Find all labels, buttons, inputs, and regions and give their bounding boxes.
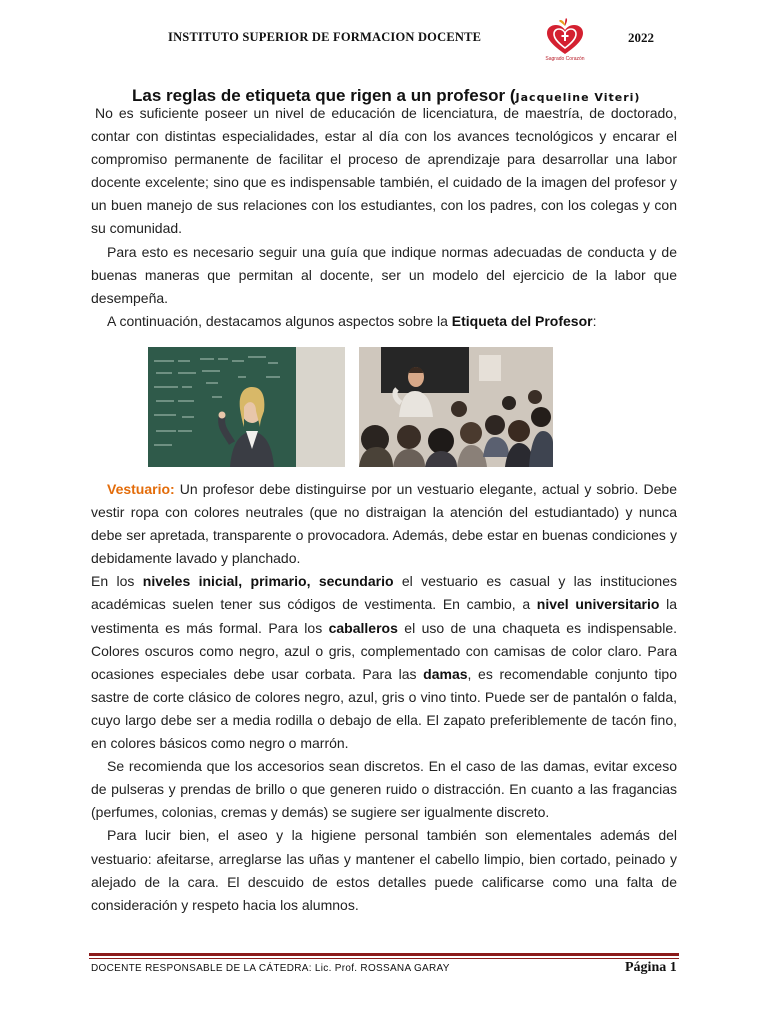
accesorios-paragraph: Se recomienda que los accesorios sean discretos. En el caso de las damas, evitar exceso de pulseras y prendas de brillo o que generen ruido o distracción. En cuanto a las fragancias (perfumes, colonias, cremas y demás) se sugiere ser igualmente discreto. xyxy=(91,758,677,821)
intro-paragraph-1: No es suficiente poseer un nivel de educación de licenciatura, de maestría, de doctorado, contar con distintas especialidades, estar al día con los avances tecnológicos y encarar el compromiso permanente de facilitar el proceso de aprendizaje para desarrollar una labor docente excelente; sino que es indispensable también, el cuidado de la imagen del profesor y un buen manejo de sus relaciones con los estudiantes, con los padres, con los colegas y con su comunidad. xyxy=(91,105,677,237)
niveles-paragraph xyxy=(91,570,677,755)
niveles-text-1: En los xyxy=(91,573,143,590)
intro-p3-text: A continuación, destacamos algunos aspectos sobre la xyxy=(107,312,452,329)
title-author: Jacqueline Viteri) xyxy=(515,91,641,104)
niveles-bold-2: nivel universitario xyxy=(536,596,660,613)
niveles-bold-3: caballeros xyxy=(328,619,398,636)
etiqueta-profesor-bold: Etiqueta del Profesor xyxy=(451,312,593,329)
intro-paragraph-3 xyxy=(91,310,677,333)
niveles-bold-1: niveles inicial, primario, secundario xyxy=(142,573,394,590)
niveles-bold-4: damas xyxy=(423,665,468,682)
niveles-text-2: el vestuario es casual y las instituciones académicas suelen tener sus códigos de vestimenta. En cambio, a xyxy=(91,573,677,613)
intro-p3-colon: : xyxy=(592,312,597,329)
footer-rule-thick xyxy=(89,953,679,956)
footer-docente: DOCENTE RESPONSABLE DE LA CÁTEDRA: Lic. Prof. ROSSANA GARAY xyxy=(91,963,450,974)
higiene-paragraph: Para lucir bien, el aseo y la higiene personal también son elementales además del vestuario: afeitarse, arreglarse las uñas y mantener el cabello limpio, bien cortado, peinado y alejado de la cara. El descuido de estos detalles puede calificarse como una falta de consideración y respeto hacia los alumnos. xyxy=(91,827,677,913)
heart-logo-icon xyxy=(538,18,592,58)
teacher-chalkboard-photo xyxy=(148,347,345,467)
intro-section xyxy=(91,102,677,333)
footer-rule-thin xyxy=(89,958,679,959)
institution-name: INSTITUTO SUPERIOR DE FORMACION DOCENTE xyxy=(168,30,482,44)
intro-paragraph-2: Para esto es necesario seguir una guía que indique normas adecuadas de conducta y de buenas maneras que permitan al docente, ser un modelo del ejercicio de la labor que desempeña. xyxy=(91,243,677,306)
niveles-text-4: el uso de una chaqueta es indispensable. Colores oscuros como negro, azul o gris, complementado con camisas de color claro. Para ocasiones especiales debe usar corbata. Para las xyxy=(91,619,677,682)
title-main: Las reglas de etiqueta que rigen a un profesor ( xyxy=(132,86,516,105)
document-year: 2022 xyxy=(628,30,654,45)
vestuario-section xyxy=(91,478,677,917)
logo-caption: Sagrado Corazón xyxy=(545,56,585,62)
lecturer-students-photo xyxy=(359,347,553,467)
vestuario-paragraph xyxy=(91,478,677,570)
vestuario-text: Un profesor debe distinguirse por un vestuario elegante, actual y sobrio. Debe vestir ropa con colores neutrales (que no distraigan la atención del estudiantado) y nunca debe ser apretada, transparente o provocadora. Además, debe estar en buenas condiciones y debidamente lavado y planchado. xyxy=(91,481,677,567)
sagrado-corazon-logo xyxy=(538,18,592,68)
niveles-text-3: la vestimenta es más formal. Para los xyxy=(91,596,677,636)
page-header xyxy=(0,28,768,68)
page-number: Página 1 xyxy=(625,960,677,975)
vestuario-label: Vestuario: xyxy=(107,481,175,497)
niveles-text-5: , es recomendable conjunto tipo sastre de corte clásico de colores negro, azul, gris o vino tinto. Puede ser de pantalón o falda, cuyo largo debe ser a media rodilla o debajo de ella. El zapato preferiblemente de tacón fino, en colores básicos como negro o marrón. xyxy=(91,665,677,752)
